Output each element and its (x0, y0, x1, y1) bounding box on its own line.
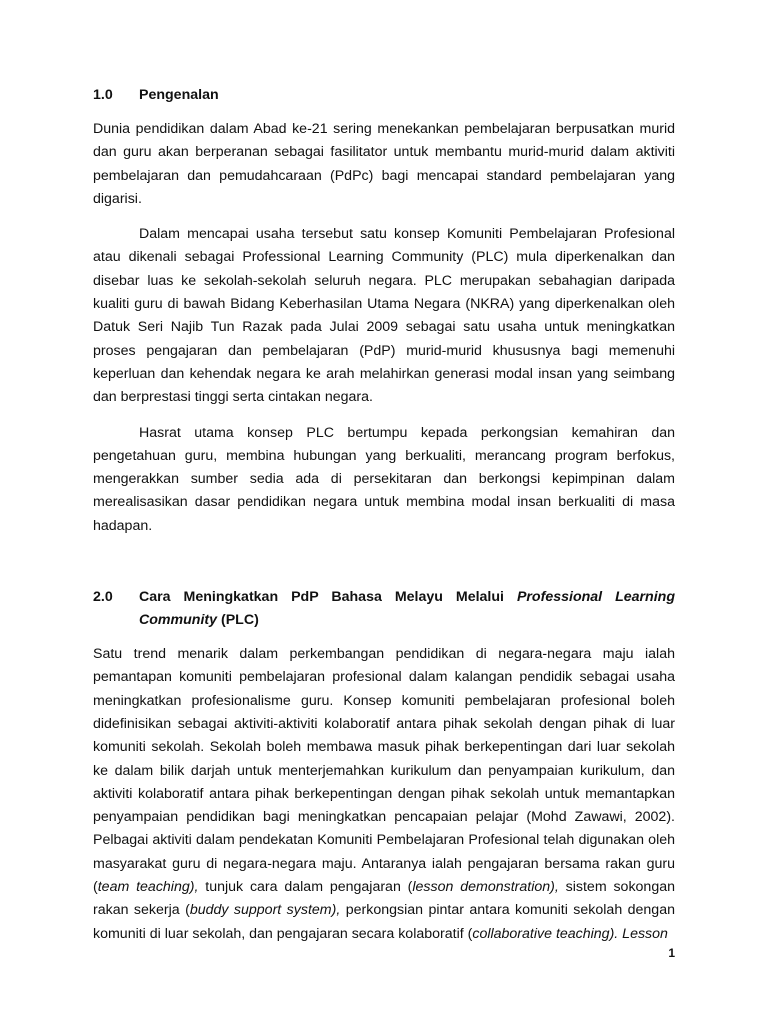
section-2-text-2: tunjuk cara dalam pengajaran ( (198, 879, 413, 896)
section-1-paragraph-3: Hasrat utama konsep PLC bertumpu kepada perkongsian kemahiran dan pengetahuan guru, membina hubungan yang berkualiti, merancang program berfokus, mengerakkan sumber sedia ada di persekitaran dan berkongsi kepimpinan dalam merealisasikan dasar pendidikan negara untuk membina modal insan berkualiti di masa hadapan. (93, 424, 675, 534)
section-2-number: 2.0 (93, 589, 113, 606)
section-2-italic-3: buddy support system), (189, 902, 341, 919)
section-2-title-lead: Cara Meningkatkan PdP Bahasa Melayu Melalui (139, 589, 517, 606)
section-2-text-3: sistem sokongan rakan sekerja ( (93, 879, 675, 919)
section-2-title-italic: Professional Learning Community (139, 589, 675, 629)
section-2-paragraph-1 (93, 643, 675, 946)
section-2-italic-2: lesson demonstration), (412, 879, 559, 896)
section-2-heading (93, 586, 675, 632)
section-1-paragraph-2: Dalam mencapai usaha tersebut satu konsep Komuniti Pembelajaran Profesional atau dikenali sebagai Professional Learning Community (PLC) mula diperkenalkan dan disebar luas ke sekolah-sekolah seluruh negara. PLC merupakan sebahagian daripada kualiti guru di bawah Bidang Keberhasilan Utama Negara (NKRA) yang diperkenalkan oleh Datuk Seri Najib Tun Razak pada Julai 2009 sebagai satu usaha untuk meningkatkan proses pengajaran dan pembelajaran (PdP) murid-murid khususnya bagi memenuhi keperluan dan kehendak negara ke arah melahirkan generasi modal insan yang seimbang dan berprestasi tinggi serta cintakan negara. (93, 226, 675, 406)
section-1-title: Pengenalan (139, 87, 219, 103)
section-1-number: 1.0 (93, 87, 113, 103)
section-2-title-tail: (PLC) (217, 612, 259, 629)
section-2-text-1: Satu trend menarik dalam perkembangan pendidikan di negara-negara maju ialah pemantapan komuniti pembelajaran profesional dalam kalangan pendidik sebagai usaha meningkatkan profesionalisme guru. Konsep komuniti pembelajaran profesional boleh didefinisikan sebagai aktiviti-aktiviti kolaboratif antara pihak sekolah dengan pihak di luar komuniti sekolah. Sekolah boleh membawa masuk pihak berkepentingan dari luar sekolah ke dalam bilik darjah untuk menterjemahkan kurikulum dan penyampaian kurikulum, dan aktiviti kolaboratif antara pihak berkepentingan dengan pihak sekolah untuk memantapkan penyampaian pendidikan bagi meningkatkan pencapaian pelajar (Mohd Zawawi, 2002). Pelbagai aktiviti dalam pendekatan Komuniti Pembelajaran Profesional telah digunakan oleh masyarakat guru di negara-negara maju. Antaranya ialah pengajaran bersama rakan guru ( (93, 646, 675, 896)
section-1-paragraph-1: Dunia pendidikan dalam Abad ke-21 sering menekankan pembelajaran berpusatkan murid dan guru akan berperanan sebagai fasilitator untuk membantu murid-murid dalam aktiviti pembelajaran dan pemudahcaraan (PdPc) bagi mencapai standard pembelajaran yang digarisi. (93, 121, 675, 207)
section-2-text-4: perkongsian pintar antara komuniti sekolah dengan komuniti di luar sekolah, dan pengajaran secara kolaboratif ( (93, 902, 675, 942)
page-number: 1 (668, 946, 675, 960)
section-2-title (139, 586, 675, 632)
section-1-heading (93, 84, 675, 107)
section-2-italic-4: collaborative teaching). Lesson (472, 925, 668, 942)
section-2-italic-1: team teaching), (97, 879, 199, 896)
